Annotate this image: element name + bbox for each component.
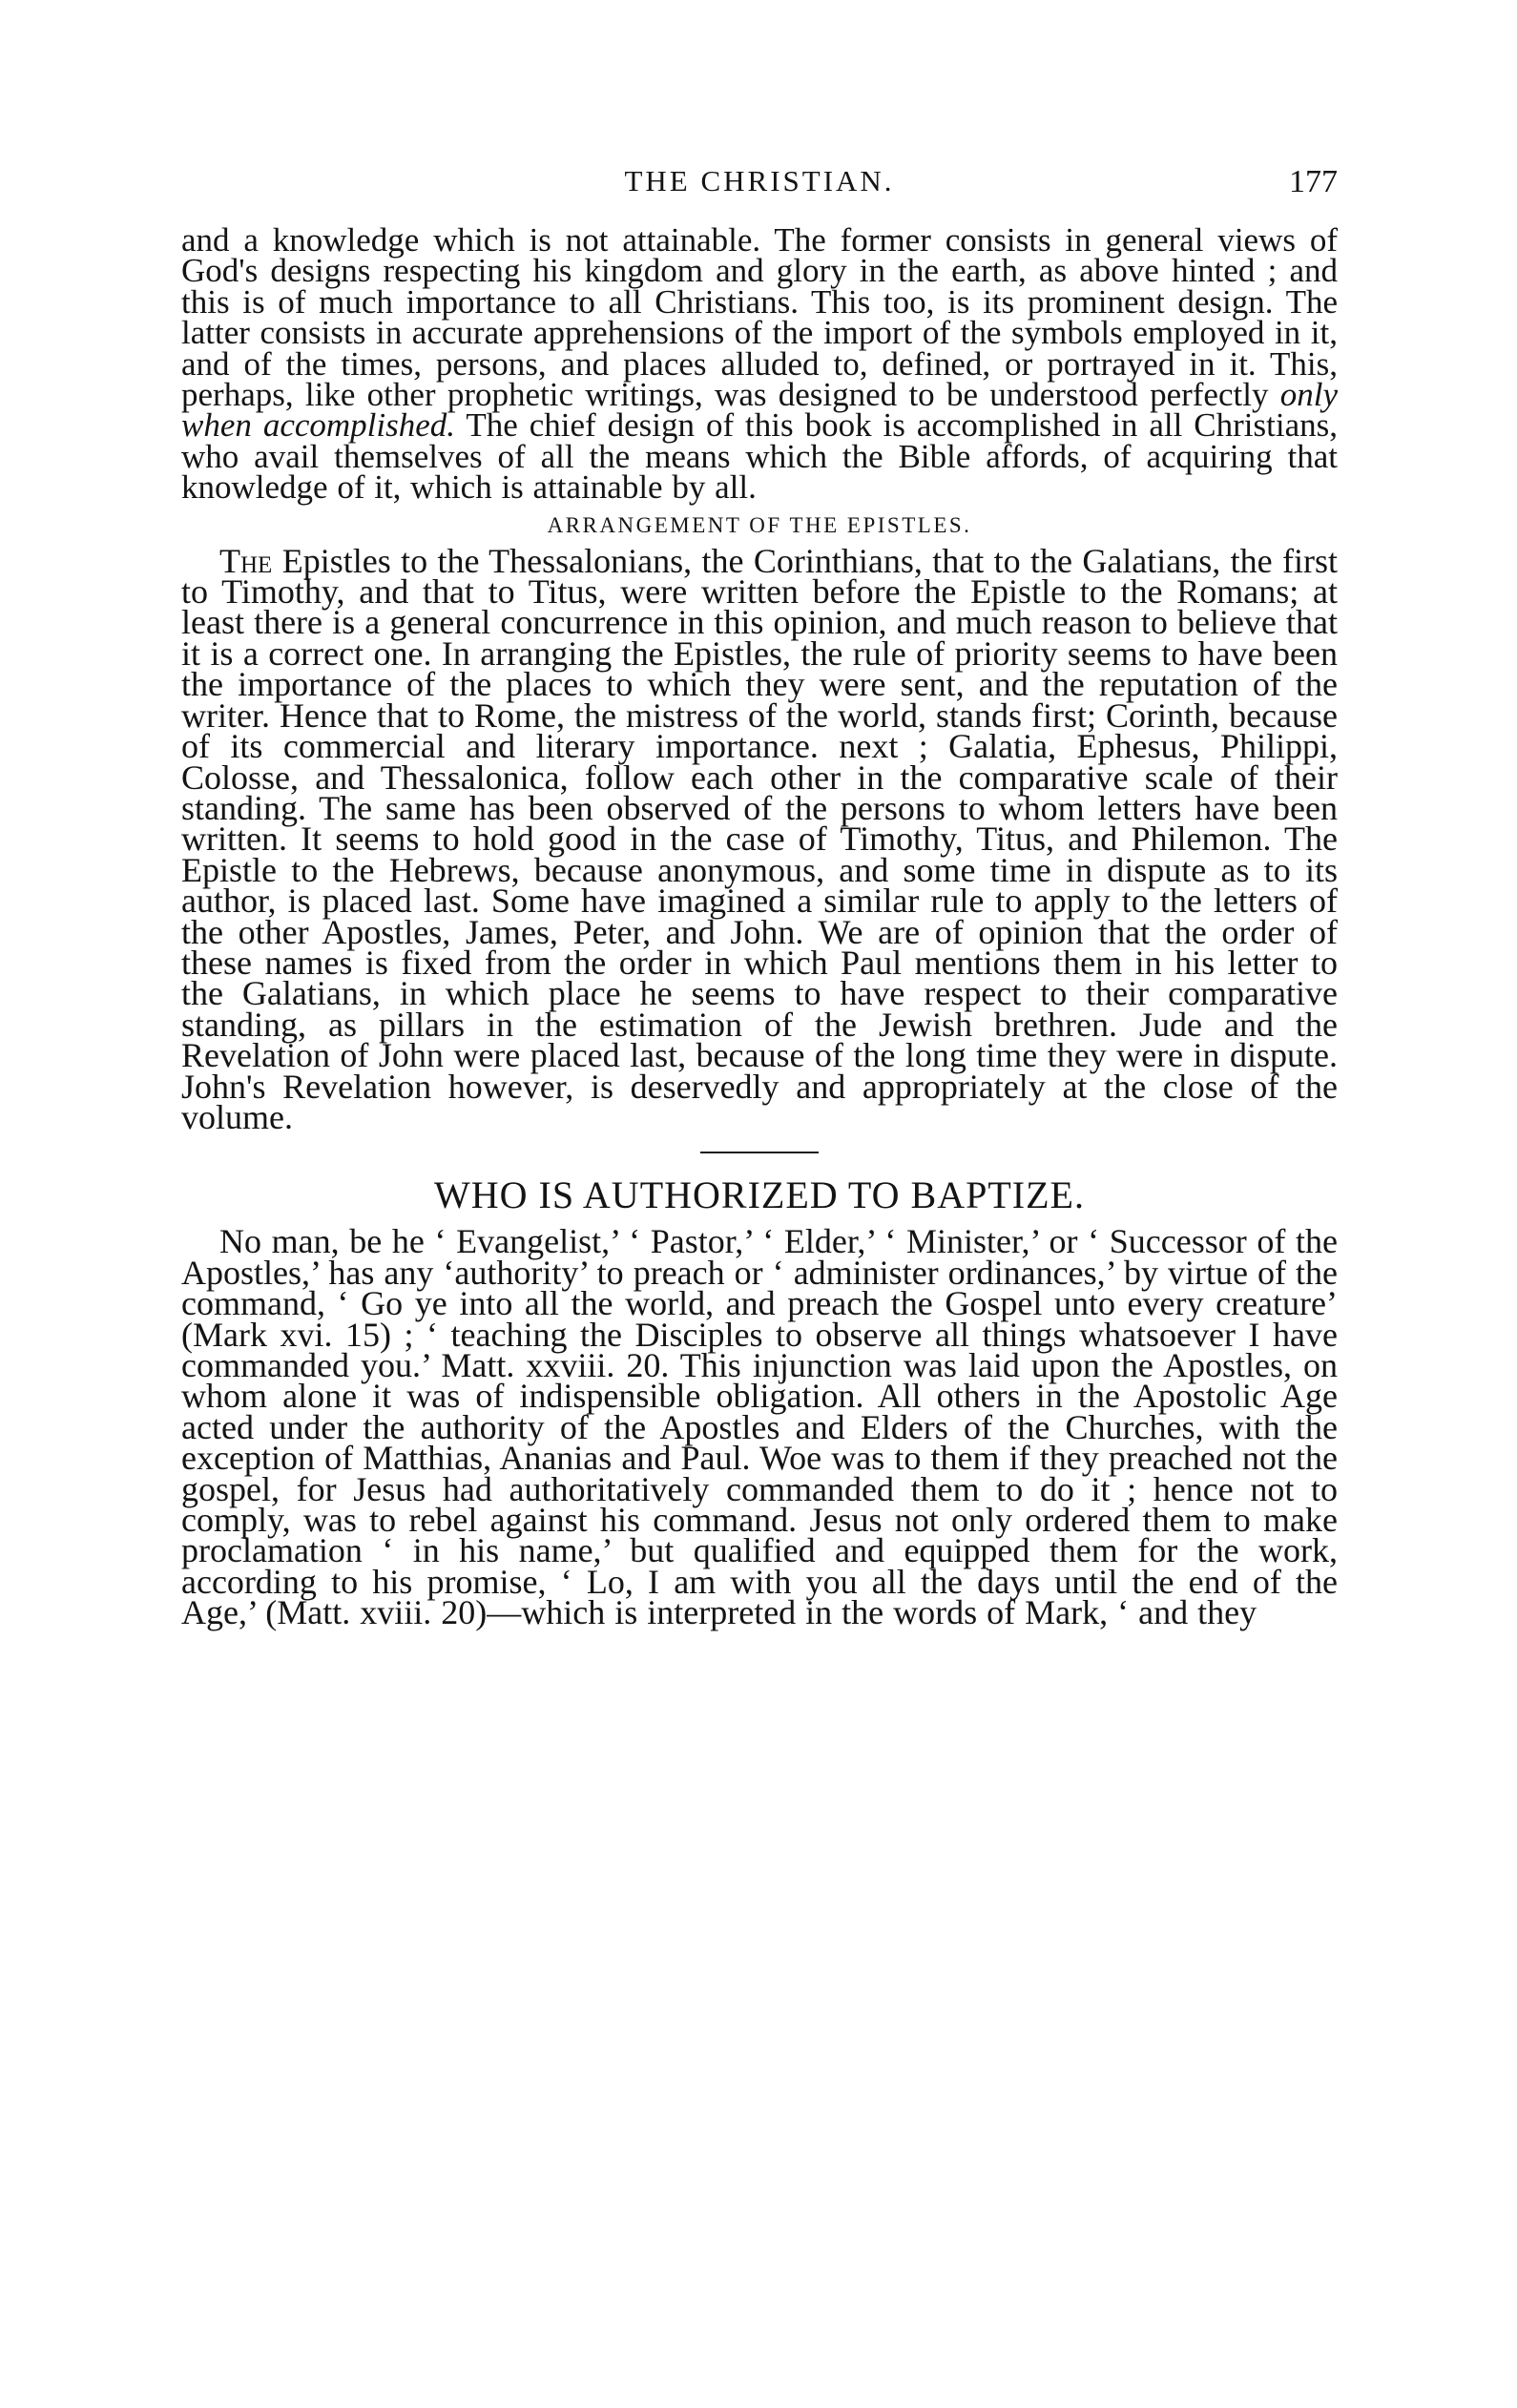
paragraph-revelation-knowledge <box>181 221 1339 507</box>
text-column <box>181 221 1339 1632</box>
lead-word: The <box>219 541 273 580</box>
section-divider <box>700 1152 819 1153</box>
paragraph-arrangement <box>181 541 1338 1136</box>
paragraph-baptize: No man, be he ‘ Evangelist,’ ‘ Pastor,’ ‘ Elder,’ ‘ Minister,’ or ‘ Successor of the Apostles,’ has any ‘authority’ to preach or ‘ administer ordinances,’ by virtue of the command, ‘ Go ye into all the world, and preach the Gospel unto every creature’ (Mark xvi. 15) ; ‘ teaching the Disciples to observe all things whatsoever I have commanded you.’ Matt. xxviii. 20. This injunction was laid upon the Apostles, on whom alone it was of indispensible obligation. All others in the Apostolic Age acted under the authority of the Apostles and Elders of the Churches, with the exception of Matthias, Ananias and Paul. Woe was to them if they preached not the gospel, for Jesus had authoritatively commanded them to do it ; hence not to comply, was to rebel against his command. Jesus not only ordered them to make proclamation ‘ in his name,’ but qualified and equipped them for the work, according to his promise, ‘ Lo, I am with you all the days until the end of the Age,’ (Matt. xviii. 20)—which is interpreted in the words of Mark, ‘ and they <box>181 1222 1338 1632</box>
page-number: 177 <box>1289 164 1338 199</box>
section-heading-baptize: WHO IS AUTHORIZED TO BAPTIZE. <box>434 1173 1085 1217</box>
running-head: THE CHRISTIAN. <box>624 164 895 197</box>
italic-phrase: only when accomplished. <box>181 376 1338 445</box>
page-header <box>181 164 1338 202</box>
paragraph-text: Epistles to the Thessalonians, the Corinthians, that to the Galatians, the first to Timothy, and that to Titus, were written before the Epistle to the Romans; at least there is a general concurrence in this opinion, and much reason to believe that it is a correct one. In arranging the Epistles, the rule of priority seems to have been the importance of the places to which they were sent, and the reputation of the writer. Hence that to Rome, the mistress of the world, stands first; Corinth, because of its commercial and literary importance. next ; Galatia, Ephesus, Philippi, Colosse, and Thessalonica, follow each other in the comparative scale of their standing. The same has been observed of the persons to whom letters have been written. It seems to hold good in the case of Timothy, Titus, and Philemon. The Epistle to the Hebrews, because anonymous, and some time in dispute as to its author, is placed last. Some have imagined a similar rule to apply to the letters of the other Apostles, James, Peter, and John. We are of opinion that the order of these names is fixed from the order in which Paul mentions them in his letter to the Galatians, in which place he seems to have respect to their comparative standing, as pillars in the estimation of the Jewish brethren. Jude and the Revelation of John were placed last, because of the long time they were in dispute. John's Revelation however, is deservedly and appropriately at the close of the volume. <box>181 541 1338 1136</box>
section-heading-arrangement: ARRANGEMENT OF THE EPISTLES. <box>547 512 972 537</box>
paragraph-text: The chief design of this book is accomplished in all Christians, who avail themselves of all the means which the Bible affords, of acquiring that knowledge of it, which is attainable by all. <box>181 406 1339 507</box>
paragraph-text: and a knowledge which is not attainable. The former consists in general views of God's designs respecting his kingdom and glory in the earth, as above hinted ; and this is of much importance to all Christians. This too, is its prominent design. The latter consists in accurate apprehensions of the import of the symbols employed in it, and of the times, persons, and places alluded to, defined, or portrayed in it. This, perhaps, like other prophetic writings, was designed to be understood perfectly <box>181 221 1338 414</box>
